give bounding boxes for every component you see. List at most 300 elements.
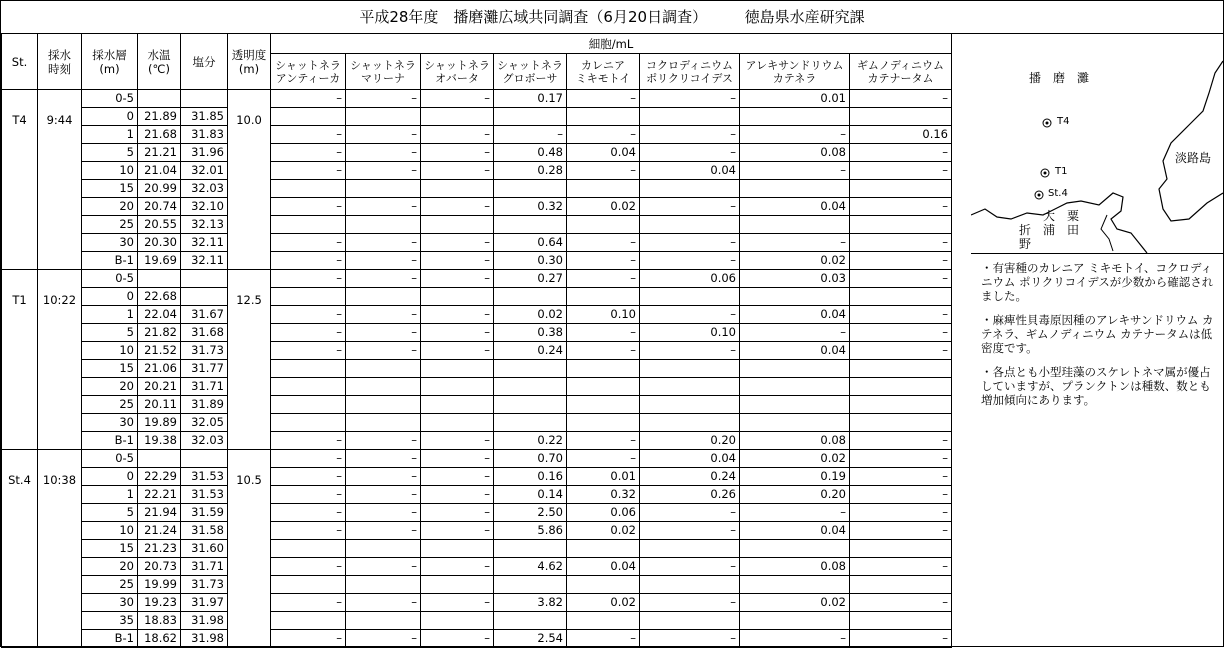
cell-density: –	[346, 252, 421, 270]
table-row	[2, 306, 952, 324]
cell-density: 0.16	[494, 468, 567, 486]
cell-density: –	[640, 126, 740, 144]
side-panel	[971, 33, 1223, 646]
cell-density: –	[421, 144, 494, 162]
cell-density	[421, 360, 494, 378]
depth-cell: 15	[82, 180, 138, 198]
salinity-cell: 31.59	[181, 504, 228, 522]
depth-cell: 0-5	[82, 450, 138, 468]
cell-density: –	[850, 252, 952, 270]
depth-cell: 0-5	[82, 270, 138, 288]
cell-density	[421, 612, 494, 630]
salinity-cell: 31.85	[181, 108, 228, 126]
cell-density: –	[640, 630, 740, 648]
cell-density	[640, 378, 740, 396]
salinity-cell: 31.73	[181, 342, 228, 360]
cell-density: –	[346, 270, 421, 288]
cell-density: –	[850, 306, 952, 324]
header-transparency: 透明度 (m)	[228, 34, 271, 90]
cell-density: 2.54	[494, 630, 567, 648]
depth-cell: 0	[82, 468, 138, 486]
cell-density: –	[567, 126, 640, 144]
cell-density: –	[567, 450, 640, 468]
cell-density: –	[640, 306, 740, 324]
map-place-ohura-2: 浦	[1043, 223, 1056, 237]
cell-density	[346, 216, 421, 234]
cell-density: –	[850, 558, 952, 576]
cell-density	[346, 288, 421, 306]
salinity-cell: 31.98	[181, 612, 228, 630]
depth-cell: 5	[82, 144, 138, 162]
station-transparency: 12.5	[228, 270, 271, 450]
cell-density: 0.04	[567, 558, 640, 576]
depth-cell: B-1	[82, 252, 138, 270]
table-row	[2, 450, 952, 468]
temp-cell: 21.06	[138, 360, 181, 378]
salinity-cell: 32.01	[181, 162, 228, 180]
cell-density	[271, 540, 346, 558]
cell-density: –	[850, 432, 952, 450]
station-transparency: 10.5	[228, 450, 271, 648]
cell-density: –	[850, 198, 952, 216]
cell-density	[567, 612, 640, 630]
cell-density: –	[421, 324, 494, 342]
cell-density: –	[346, 234, 421, 252]
temp-cell: 21.24	[138, 522, 181, 540]
table-row	[2, 90, 952, 108]
table-row	[2, 252, 952, 270]
cell-density: –	[640, 198, 740, 216]
station-name: T1	[2, 270, 38, 450]
cell-density	[740, 612, 850, 630]
temp-cell: 21.82	[138, 324, 181, 342]
cell-density: –	[850, 522, 952, 540]
temp-cell: 21.68	[138, 126, 181, 144]
cell-density	[740, 576, 850, 594]
cell-density: –	[346, 126, 421, 144]
cell-density: –	[640, 234, 740, 252]
depth-cell: 0-5	[82, 90, 138, 108]
cell-density: –	[346, 162, 421, 180]
temp-cell: 22.29	[138, 468, 181, 486]
salinity-cell: 32.03	[181, 180, 228, 198]
cell-density	[740, 180, 850, 198]
cell-density	[567, 288, 640, 306]
cell-density: 0.04	[640, 162, 740, 180]
cell-density: –	[850, 594, 952, 612]
cell-density: –	[421, 198, 494, 216]
station-name: St.4	[2, 450, 38, 648]
temp-cell: 19.38	[138, 432, 181, 450]
header-species-7: ギムノディニウム カテナータム	[850, 54, 952, 90]
cell-density: –	[640, 594, 740, 612]
cell-density: 0.22	[494, 432, 567, 450]
cell-density: 0.20	[640, 432, 740, 450]
table-row	[2, 216, 952, 234]
cell-density: 0.04	[740, 306, 850, 324]
cell-density: 0.32	[567, 486, 640, 504]
cell-density: –	[421, 342, 494, 360]
cell-density: –	[271, 306, 346, 324]
depth-cell: 1	[82, 126, 138, 144]
cell-density: –	[271, 522, 346, 540]
temp-cell	[138, 450, 181, 468]
cell-density	[421, 576, 494, 594]
depth-cell: 20	[82, 198, 138, 216]
station-time: 9:44	[38, 90, 82, 270]
salinity-cell: 31.53	[181, 468, 228, 486]
station-map	[971, 33, 1223, 254]
awaji-coastline	[1159, 61, 1223, 221]
cell-density	[271, 576, 346, 594]
cell-density: –	[740, 126, 850, 144]
station-time: 10:38	[38, 450, 82, 648]
cell-density	[346, 180, 421, 198]
cell-density: 0.02	[740, 594, 850, 612]
depth-cell: 20	[82, 558, 138, 576]
cell-density: –	[567, 432, 640, 450]
cell-density	[346, 396, 421, 414]
cell-density: 0.02	[567, 522, 640, 540]
table-row	[2, 360, 952, 378]
cell-density: –	[346, 144, 421, 162]
depth-cell: 10	[82, 522, 138, 540]
cell-density: 0.24	[640, 468, 740, 486]
table-row	[2, 396, 952, 414]
cell-density: –	[271, 450, 346, 468]
cell-density	[850, 540, 952, 558]
depth-cell: 20	[82, 378, 138, 396]
table-row	[2, 288, 952, 306]
cell-density: –	[346, 306, 421, 324]
cell-density	[421, 216, 494, 234]
cell-density	[567, 576, 640, 594]
temp-cell: 22.04	[138, 306, 181, 324]
cell-density	[421, 108, 494, 126]
map-sea-label: 播 磨 灘	[1029, 71, 1090, 85]
cell-density: 0.06	[567, 504, 640, 522]
cell-density	[271, 414, 346, 432]
cell-density: –	[421, 90, 494, 108]
cell-density: 0.64	[494, 234, 567, 252]
cell-density: –	[567, 90, 640, 108]
cell-density	[494, 216, 567, 234]
salinity-cell: 31.71	[181, 558, 228, 576]
cell-density: –	[271, 468, 346, 486]
table-row	[2, 630, 952, 648]
cell-density	[346, 378, 421, 396]
cell-density: –	[850, 234, 952, 252]
table-row	[2, 504, 952, 522]
depth-cell: 0	[82, 108, 138, 126]
cell-density: –	[850, 324, 952, 342]
cell-density	[850, 378, 952, 396]
temp-cell: 19.89	[138, 414, 181, 432]
cell-density	[271, 180, 346, 198]
cell-density: –	[271, 198, 346, 216]
cell-density: 4.62	[494, 558, 567, 576]
cell-density	[494, 540, 567, 558]
depth-cell: 0	[82, 288, 138, 306]
cell-density: –	[421, 522, 494, 540]
cell-density	[567, 180, 640, 198]
cell-density: –	[567, 630, 640, 648]
cell-density: –	[346, 630, 421, 648]
salinity-cell: 31.83	[181, 126, 228, 144]
cell-density: –	[346, 198, 421, 216]
table-row	[2, 162, 952, 180]
note-harmful: ・有害種のカレニア ミキモトイ、コクロディニウム ポリクリコイデスが少数から確認されました。	[981, 261, 1214, 303]
map-place-kuri-1: 粟	[1067, 209, 1080, 223]
cell-density: –	[640, 504, 740, 522]
table-row	[2, 432, 952, 450]
salinity-cell: 32.13	[181, 216, 228, 234]
cell-density: –	[346, 594, 421, 612]
cell-density: –	[640, 522, 740, 540]
cell-density: 0.08	[740, 432, 850, 450]
cell-density: –	[640, 558, 740, 576]
cell-density	[346, 540, 421, 558]
cell-density: –	[850, 162, 952, 180]
cell-density	[740, 396, 850, 414]
cell-density: –	[271, 252, 346, 270]
map-station-t4: T4	[1057, 116, 1070, 127]
cell-density	[850, 180, 952, 198]
salinity-cell: 32.11	[181, 252, 228, 270]
cell-density	[640, 396, 740, 414]
cell-density	[494, 576, 567, 594]
header-species-2: シャットネラ オバータ	[421, 54, 494, 90]
salinity-cell	[181, 90, 228, 108]
cell-density: 0.26	[640, 486, 740, 504]
temp-cell	[138, 90, 181, 108]
cell-density: –	[421, 270, 494, 288]
cell-density	[850, 108, 952, 126]
title-main: 平成28年度 播磨灘広域共同調査（6月20日調査）	[359, 8, 708, 26]
cell-density	[640, 108, 740, 126]
table-row	[2, 108, 952, 126]
cell-density: –	[346, 522, 421, 540]
cell-density: –	[850, 450, 952, 468]
cell-density	[640, 612, 740, 630]
cell-density: –	[271, 144, 346, 162]
title-org: 徳島県水産研究課	[744, 8, 865, 26]
table-row	[2, 342, 952, 360]
map-place-kuri-2: 田	[1067, 223, 1080, 237]
cell-density	[640, 180, 740, 198]
cell-density: 0.70	[494, 450, 567, 468]
plankton-table	[1, 33, 952, 648]
cell-density: –	[346, 324, 421, 342]
table-row	[2, 378, 952, 396]
cell-density: –	[421, 630, 494, 648]
cell-density	[271, 288, 346, 306]
cell-density	[640, 576, 740, 594]
cell-density	[271, 108, 346, 126]
salinity-cell	[181, 270, 228, 288]
cell-density: 0.28	[494, 162, 567, 180]
cell-density: –	[421, 432, 494, 450]
map-station-st4: St.4	[1048, 188, 1068, 199]
cell-density: –	[567, 162, 640, 180]
cell-density	[346, 612, 421, 630]
cell-density: 0.08	[740, 144, 850, 162]
table-row	[2, 270, 952, 288]
cell-density	[740, 288, 850, 306]
salinity-cell: 32.10	[181, 198, 228, 216]
cell-density: –	[271, 162, 346, 180]
cell-density	[494, 288, 567, 306]
cell-density	[567, 414, 640, 432]
cell-density	[850, 576, 952, 594]
header-time: 採水 時刻	[38, 34, 82, 90]
header-species-0: シャットネラ アンティーカ	[271, 54, 346, 90]
cell-density: –	[567, 234, 640, 252]
depth-cell: 25	[82, 576, 138, 594]
depth-cell: B-1	[82, 630, 138, 648]
depth-cell: 35	[82, 612, 138, 630]
station-name: T4	[2, 90, 38, 270]
table-row	[2, 180, 952, 198]
cell-density: 0.04	[740, 342, 850, 360]
cell-density: –	[640, 342, 740, 360]
salinity-cell	[181, 450, 228, 468]
cell-density	[640, 360, 740, 378]
cell-density	[421, 414, 494, 432]
cell-density: –	[850, 90, 952, 108]
cell-density	[421, 396, 494, 414]
cell-density: 0.20	[740, 486, 850, 504]
cell-density: –	[346, 342, 421, 360]
cell-density	[567, 108, 640, 126]
header-species-4: カレニア ミキモトイ	[567, 54, 640, 90]
temp-cell: 21.94	[138, 504, 181, 522]
cell-density: –	[740, 162, 850, 180]
cell-density: –	[740, 630, 850, 648]
cell-density: –	[421, 162, 494, 180]
cell-density: –	[567, 270, 640, 288]
cell-density: –	[421, 594, 494, 612]
header-salinity: 塩分	[181, 34, 228, 90]
salinity-cell: 31.89	[181, 396, 228, 414]
header-temp: 水温 (℃)	[138, 34, 181, 90]
cell-density: –	[421, 558, 494, 576]
cell-density: –	[346, 90, 421, 108]
cell-density	[271, 378, 346, 396]
cell-density: –	[640, 144, 740, 162]
cell-density	[421, 540, 494, 558]
cell-density	[850, 396, 952, 414]
table-row	[2, 234, 952, 252]
depth-cell: 25	[82, 396, 138, 414]
cell-density	[421, 180, 494, 198]
cell-density: 0.02	[494, 306, 567, 324]
cell-density: 0.02	[567, 594, 640, 612]
depth-cell: 1	[82, 486, 138, 504]
cell-density: –	[850, 630, 952, 648]
cell-density	[346, 576, 421, 594]
cell-density: –	[346, 558, 421, 576]
cell-density: –	[567, 342, 640, 360]
temp-cell: 20.11	[138, 396, 181, 414]
cell-density: –	[640, 252, 740, 270]
cell-density	[494, 414, 567, 432]
cell-density	[640, 216, 740, 234]
cell-density	[421, 288, 494, 306]
cell-density: 0.16	[850, 126, 952, 144]
temp-cell: 20.99	[138, 180, 181, 198]
table-row	[2, 468, 952, 486]
depth-cell: 30	[82, 414, 138, 432]
cell-density: –	[271, 504, 346, 522]
cell-density	[271, 612, 346, 630]
cell-density: –	[567, 252, 640, 270]
cell-density: –	[850, 144, 952, 162]
temp-cell: 20.30	[138, 234, 181, 252]
cell-density: –	[271, 90, 346, 108]
cell-density	[567, 378, 640, 396]
cell-density: –	[346, 450, 421, 468]
cell-density: –	[346, 468, 421, 486]
header-species-1: シャットネラ マリーナ	[346, 54, 421, 90]
note-trend: ・各点とも小型珪藻のスケレトネマ属が優占していますが、プランクトンは種数、数とも増加傾向にあります。	[981, 365, 1211, 407]
cell-density: 0.10	[640, 324, 740, 342]
depth-cell: 25	[82, 216, 138, 234]
cell-density: –	[271, 432, 346, 450]
cell-density	[567, 396, 640, 414]
cell-density: 2.50	[494, 504, 567, 522]
map-place-ohura-1: 大	[1043, 209, 1056, 223]
cell-density: 0.30	[494, 252, 567, 270]
cell-density	[740, 378, 850, 396]
cell-density	[740, 108, 850, 126]
table-row	[2, 576, 952, 594]
depth-cell: 5	[82, 504, 138, 522]
cell-density: 0.24	[494, 342, 567, 360]
temp-cell: 20.74	[138, 198, 181, 216]
cell-density: –	[346, 504, 421, 522]
cell-density: –	[346, 486, 421, 504]
cell-density: –	[271, 270, 346, 288]
cell-density	[421, 378, 494, 396]
cell-density: 0.02	[740, 252, 850, 270]
cell-density: 0.04	[740, 522, 850, 540]
station-time: 10:22	[38, 270, 82, 450]
cell-density	[271, 360, 346, 378]
cell-density	[271, 216, 346, 234]
salinity-cell: 31.71	[181, 378, 228, 396]
cell-density: 0.02	[740, 450, 850, 468]
cell-density: 0.10	[567, 306, 640, 324]
cell-density: –	[850, 270, 952, 288]
table-row	[2, 126, 952, 144]
temp-cell: 19.69	[138, 252, 181, 270]
header-species-5: コクロディニウム ポリクリコイデス	[640, 54, 740, 90]
cell-density: 0.01	[567, 468, 640, 486]
temp-cell: 22.68	[138, 288, 181, 306]
temp-cell: 20.21	[138, 378, 181, 396]
depth-cell: 10	[82, 342, 138, 360]
tokushima-coastline	[971, 193, 1147, 253]
cell-density: –	[640, 90, 740, 108]
header-species-3: シャットネラ グロボーサ	[494, 54, 567, 90]
cell-density: –	[421, 234, 494, 252]
map-station-t1: T1	[1055, 166, 1068, 177]
cell-density	[850, 414, 952, 432]
salinity-cell: 31.98	[181, 630, 228, 648]
cell-density: 0.03	[740, 270, 850, 288]
cell-density	[271, 396, 346, 414]
